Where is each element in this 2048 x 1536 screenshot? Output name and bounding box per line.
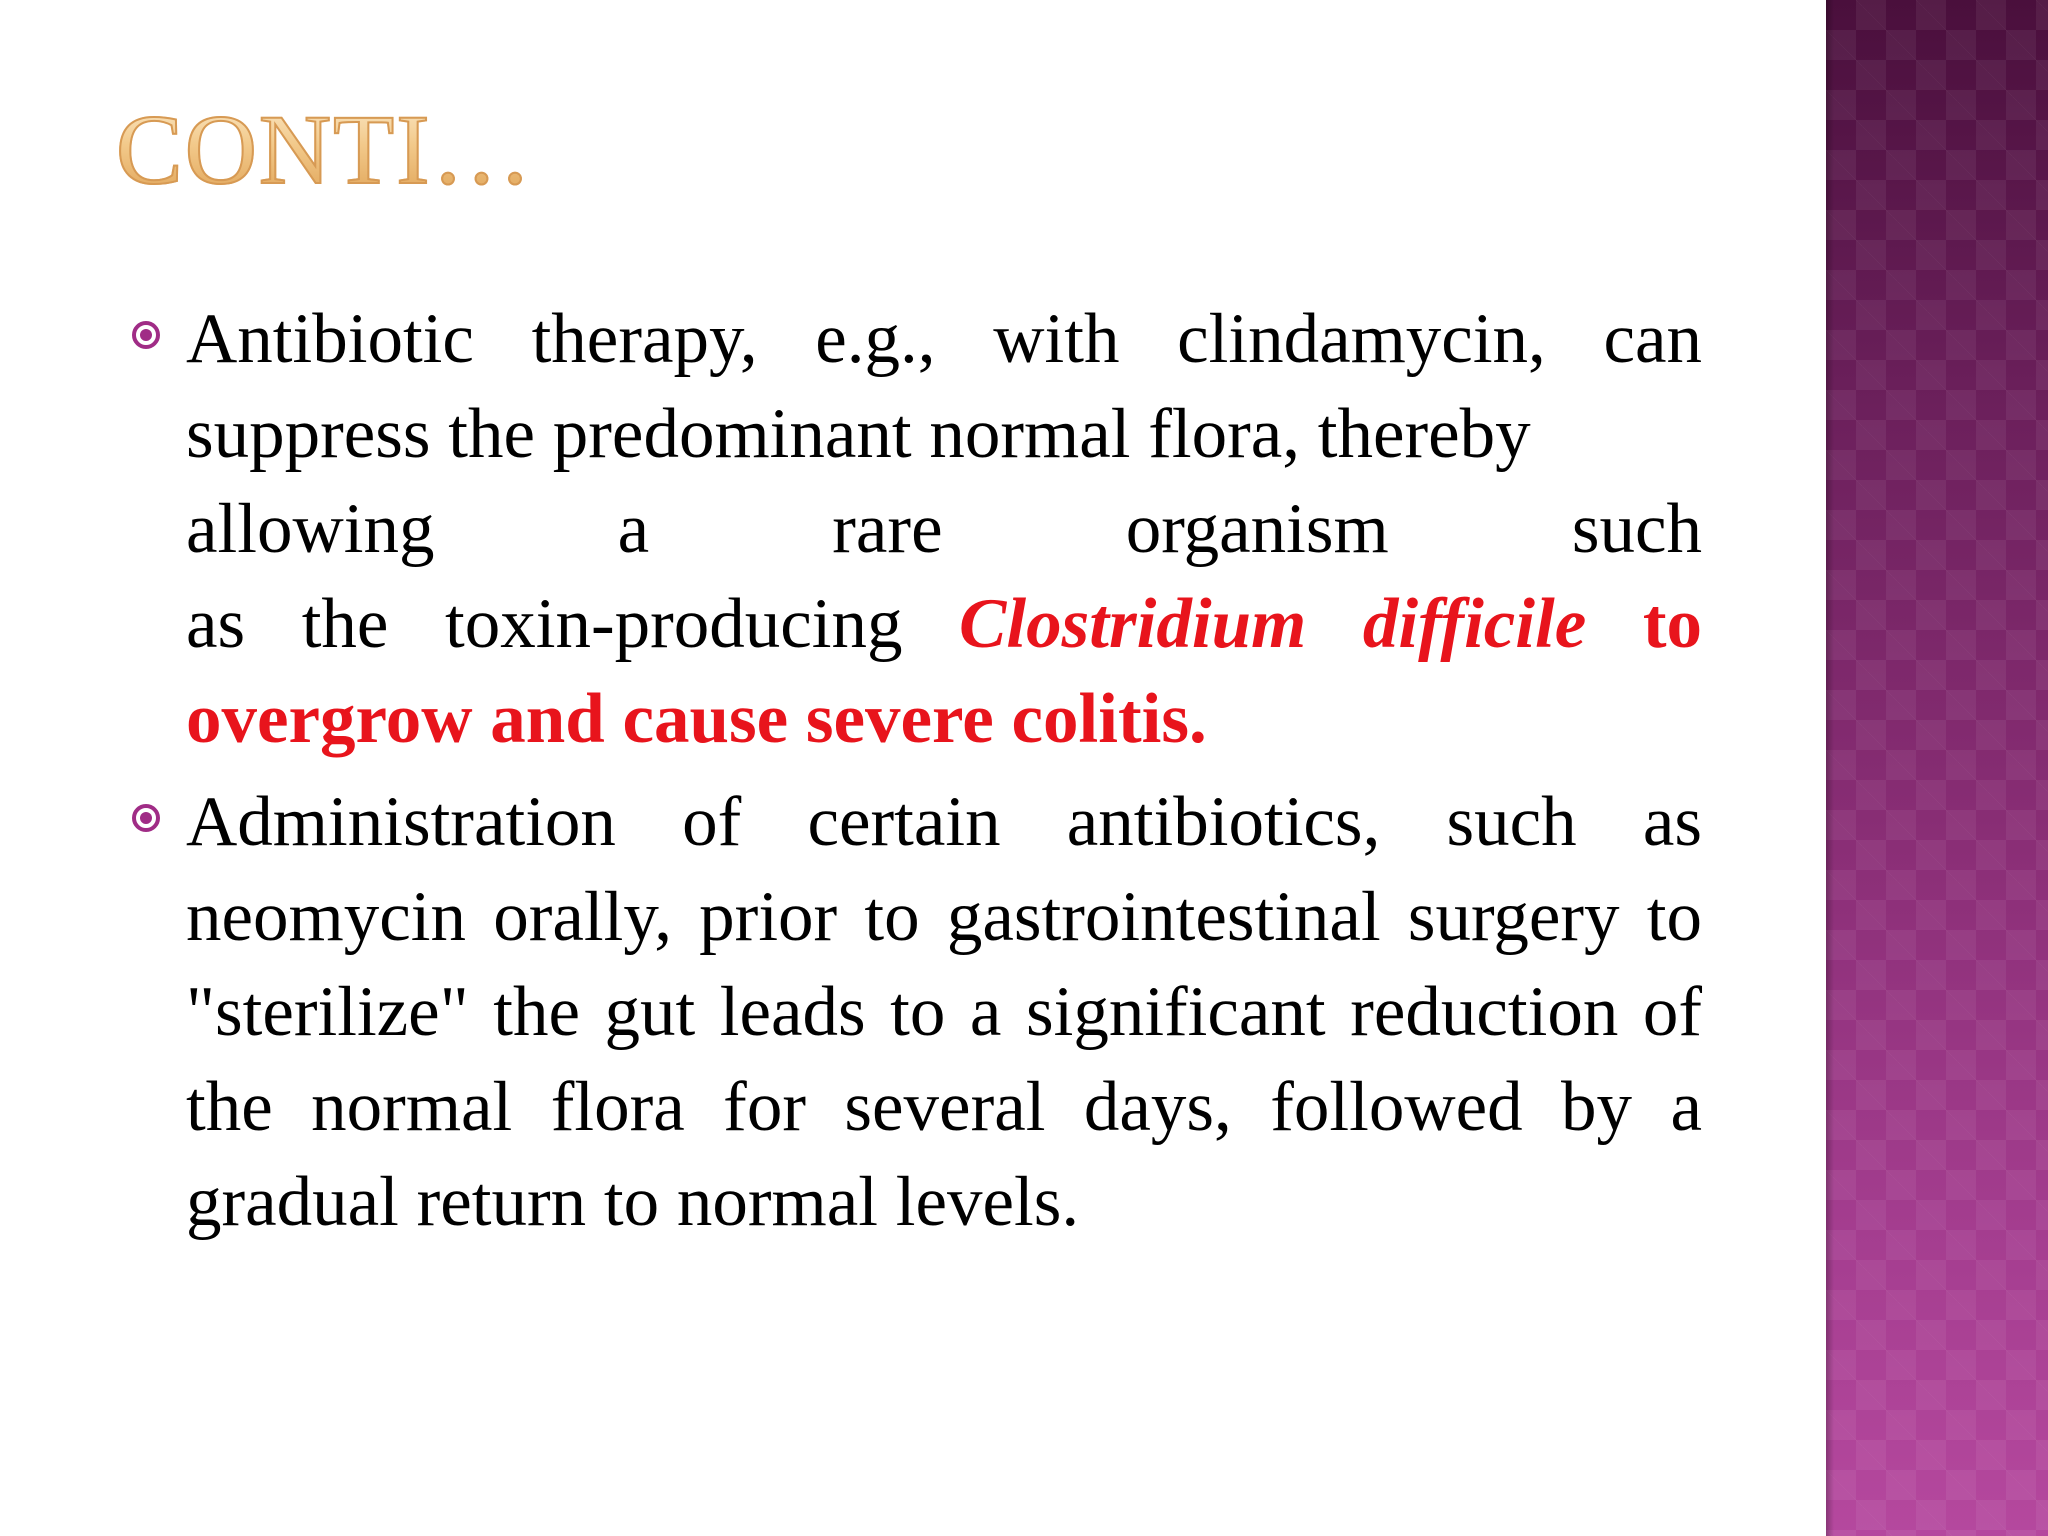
panel-edge-shadow <box>1826 0 1834 1536</box>
bullet-1-lead: as the toxin-producing <box>186 585 960 663</box>
diamond-pattern <box>1826 0 2048 1536</box>
bullet-1-text: Antibiotic therapy, e.g., with clindamycin, can suppress the predominant normal flora, thereby <box>186 300 1702 473</box>
slide-content <box>130 292 1702 1258</box>
decorative-side-panel <box>1826 0 2048 1536</box>
bullet-1-spaced-line: allowing a rare organism such <box>186 490 1702 568</box>
bullet-item-1 <box>130 292 1702 767</box>
highlight-effect: to overgrow and cause severe colitis. <box>186 585 1702 758</box>
bullet-2-text: Administration of certain antibiotics, such as neomycin orally, prior to gastrointestinal surgery to "sterilize" the gut leads to a significant reduction of the normal flora for several days, followed by a gradual return to normal levels. <box>186 783 1702 1241</box>
circle-bullet-icon <box>132 321 160 349</box>
slide-title: CONTI… <box>116 94 534 205</box>
bullet-item-2 <box>130 775 1702 1250</box>
circle-bullet-icon <box>132 804 160 832</box>
highlight-organism: Clostridium difficile <box>959 585 1587 663</box>
